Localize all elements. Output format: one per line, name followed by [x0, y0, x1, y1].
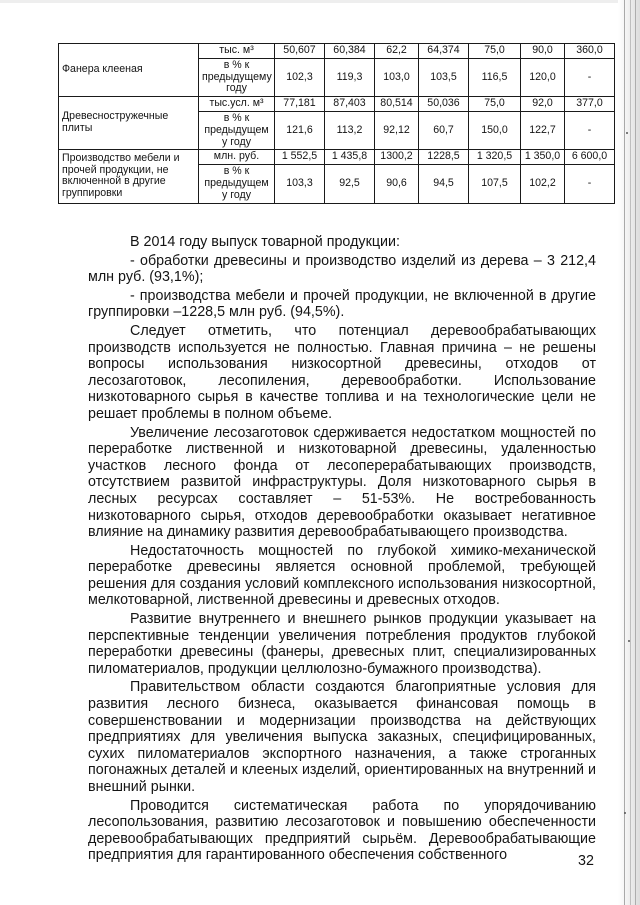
paragraph: Недостаточность мощностей по глубокой химико-механической переработке древесины является основной проблемой, требующей решения для создания условий комплексного использования низкосортной, мелкотоварной, лиственной древесины и древесных отходов.: [88, 542, 596, 609]
paragraph: В 2014 году выпуск товарной продукции:: [130, 234, 400, 250]
scan-page-edge: [618, 0, 640, 905]
table-cell: 119,3: [325, 58, 375, 96]
table-cell: 92,5: [325, 165, 375, 203]
table-cell: 116,5: [469, 58, 521, 96]
row-unit: млн. руб.: [199, 150, 275, 165]
paragraph: Правительством области создаются благоприятные условия для развития лесного бизнеса, оказывается финансовая помощь в совершенствовании и модернизации производства на действующих предприятиях для увеличения выпуска заказных, специфицированных, сухих пиломатериалов экспортного назначения, а также строганных погонажных деталей и клееных изделий, ориентированных на внутренний и внешний рынки.: [88, 679, 596, 795]
table-cell: 50,036: [419, 97, 469, 112]
scan-edge-line: [635, 0, 636, 905]
table-cell: 60,7: [419, 111, 469, 149]
table-cell: 121,6: [275, 111, 325, 149]
table-cell: 75,0: [469, 97, 521, 112]
scan-edge-line: [624, 0, 625, 905]
table-cell: 60,384: [325, 44, 375, 59]
table-cell: 377,0: [565, 97, 615, 112]
row-unit: тыс.усл. м³: [199, 97, 275, 112]
table-cell: 6 600,0: [565, 150, 615, 165]
table-cell: 80,514: [375, 97, 419, 112]
table-cell: 120,0: [521, 58, 565, 96]
table-cell: -: [565, 165, 615, 203]
table-cell: 103,5: [419, 58, 469, 96]
table-cell: 92,0: [521, 97, 565, 112]
scan-edge-line: [630, 0, 631, 905]
table-cell: 103,0: [375, 58, 419, 96]
row-name: Фанера клееная: [59, 44, 199, 97]
table-cell: 113,2: [325, 111, 375, 149]
table-cell: 103,3: [275, 165, 325, 203]
table-cell: 50,607: [275, 44, 325, 59]
paragraph: - производства мебели и прочей продукции, не включенной в другие группировки –1228,5 млн руб. (94,5%).: [88, 287, 596, 321]
paragraph: - обработки древесины и производство изделий из дерева – 3 212,4 млн руб. (93,1%);: [88, 252, 596, 286]
row-name: Производство мебели и прочей продукции, не включенной в другие группировки: [59, 150, 199, 203]
paragraph: Проводится систематическая работа по упорядочиванию лесопользования, развитию лесозаготовок и повышению обеспеченности деревообрабатывающих предприятий сырьём. Деревообрабатывающие предприятия для гарантированного обеспечения собственного: [88, 797, 596, 864]
table-cell: 1 435,8: [325, 150, 375, 165]
scan-speck: [628, 640, 630, 642]
table-cell: 77,181: [275, 97, 325, 112]
paragraph: Увеличение лесозаготовок сдерживается недостатком мощностей по переработке лиственной и низкотоварной древесины, удаленностью участков лесного фонда от лесоперерабатывающих производств, отсутствием развитой инфраструктуры. Доля низкотоварного сырья в лесных ресурсах составляет – 51-53%. Не востребованность низкотоварного сырья, отходов деревообработки оказывает негативное влияние на динамику развития деревообрабатывающего производства.: [88, 424, 596, 541]
table-cell: 62,2: [375, 44, 419, 59]
table-cell: 150,0: [469, 111, 521, 149]
table-cell: 92,12: [375, 111, 419, 149]
table-cell: 102,3: [275, 58, 325, 96]
table-cell: 87,403: [325, 97, 375, 112]
body-text: [88, 234, 596, 866]
table-cell: 75,0: [469, 44, 521, 59]
row-sub-unit: в % к предыдущему году: [199, 58, 275, 96]
table-cell: 90,0: [521, 44, 565, 59]
paragraph: Следует отметить, что потенциал деревообрабатывающих производств используется не полностью. Главная причина – не решены вопросы использования низкосортной древесины, отходов от лесозаготовок, лесопиления, деревообработки. Использование низкотоварного сырья в качестве топлива и на технологические цели не решает проблемы в полном объеме.: [88, 322, 596, 422]
table-cell: 1 552,5: [275, 150, 325, 165]
table-cell: 1228,5: [419, 150, 469, 165]
table-cell: -: [565, 58, 615, 96]
page-number: 32: [578, 853, 594, 869]
scan-speck: [624, 812, 626, 814]
row-sub-unit: в % к предыдущем у году: [199, 165, 275, 203]
paragraph: Развитие внутреннего и внешнего рынков продукции указывает на перспективные тенденции увеличения потребления продуктов глубокой переработки древесины (фанеры, древесных плит, специализированных пиломатериалов, продукции целлюлозно-бумажного производства).: [88, 611, 596, 677]
table-cell: 64,374: [419, 44, 469, 59]
row-sub-unit: в % к предыдущем у году: [199, 111, 275, 149]
table-cell: 94,5: [419, 165, 469, 203]
row-name: Древесностружечные плиты: [59, 97, 199, 150]
table-cell: -: [565, 111, 615, 149]
table-cell: 1 320,5: [469, 150, 521, 165]
table-cell: 90,6: [375, 165, 419, 203]
table-row: [59, 150, 615, 165]
table-cell: 102,2: [521, 165, 565, 203]
table-cell: 107,5: [469, 165, 521, 203]
table-row: [59, 97, 615, 112]
table-row: [59, 44, 615, 59]
table-cell: 1300,2: [375, 150, 419, 165]
table-cell: 122,7: [521, 111, 565, 149]
table-cell: 360,0: [565, 44, 615, 59]
table-cell: 1 350,0: [521, 150, 565, 165]
scan-speck: [626, 132, 628, 134]
row-unit: тыс. м³: [199, 44, 275, 59]
production-table: [58, 43, 615, 204]
scan-top-edge: [0, 0, 640, 3]
